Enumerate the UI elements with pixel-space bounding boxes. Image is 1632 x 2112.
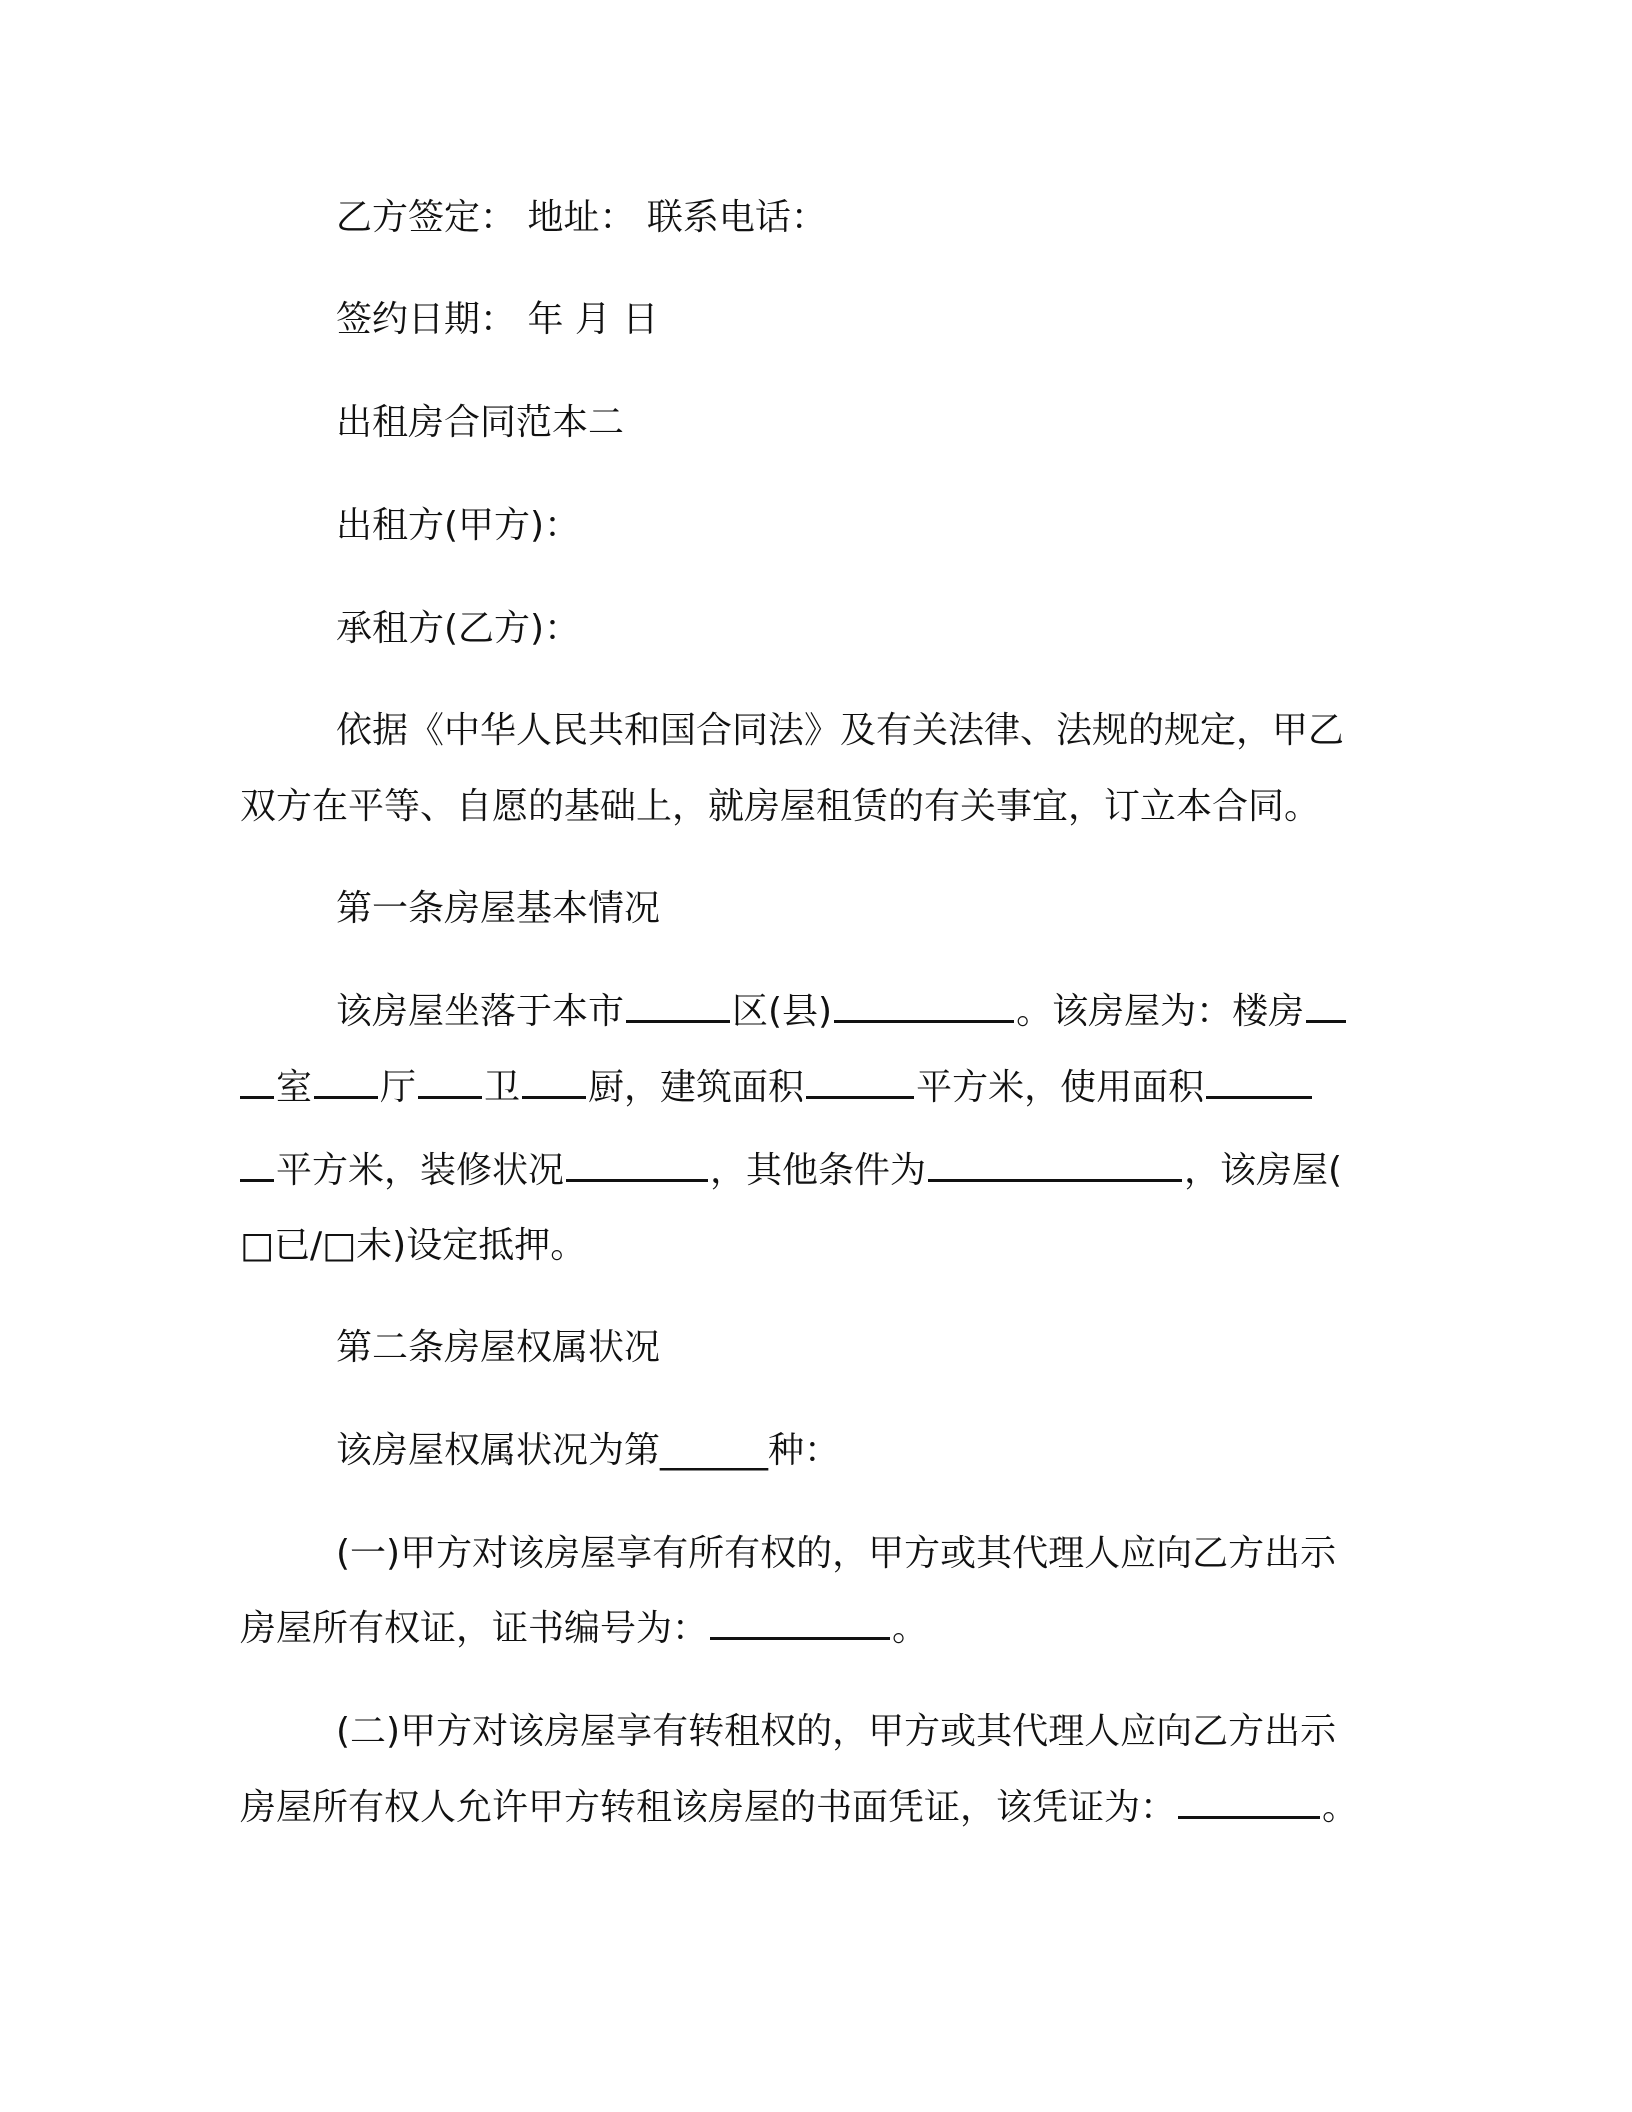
text-segment: 该房屋坐落于本市 bbox=[336, 991, 625, 1032]
article-1-line-4: □已/□未)设定抵押。 bbox=[240, 1225, 587, 1266]
text-segment: 。 bbox=[892, 1608, 929, 1649]
text-segment: ，该房屋( bbox=[1184, 1150, 1343, 1191]
article-1-line-2 bbox=[240, 1066, 1314, 1110]
fill-blank-rooms bbox=[240, 1066, 274, 1099]
text-segment: 厅 bbox=[380, 1067, 417, 1108]
text-segment: 卫 bbox=[484, 1067, 521, 1108]
text-segment: 该房屋权属状况为第 bbox=[336, 1430, 661, 1471]
text-segment: 区(县) bbox=[732, 991, 833, 1032]
fill-blank-bathrooms bbox=[418, 1066, 482, 1099]
article-1-line-1 bbox=[336, 990, 1348, 1034]
text-segment: 厨，建筑面积 bbox=[588, 1067, 805, 1108]
text-segment: 。 bbox=[1322, 1787, 1359, 1828]
text-segment: 房屋所有权证，证书编号为： bbox=[240, 1608, 709, 1649]
fill-blank-halls bbox=[314, 1066, 378, 1099]
fill-blank-building bbox=[1306, 990, 1346, 1023]
fill-blank-address bbox=[834, 990, 1014, 1023]
clause-2-line-2 bbox=[240, 1786, 1358, 1830]
text-segment: 种： bbox=[768, 1430, 841, 1471]
party-b-signature-line: 乙方签定： 地址： 联系电话： bbox=[336, 197, 827, 238]
text-segment: 平方米，装修状况 bbox=[276, 1150, 565, 1191]
clause-2-line-1: (二)甲方对该房屋享有转租权的，甲方或其代理人应向乙方出示 bbox=[336, 1711, 1337, 1752]
signing-date-line: 签约日期： 年 月 日 bbox=[336, 299, 659, 340]
fill-blank-floor-area bbox=[806, 1066, 914, 1099]
article-1-heading: 第一条房屋基本情况 bbox=[336, 888, 661, 929]
article-2-heading: 第二条房屋权属状况 bbox=[336, 1327, 661, 1368]
text-segment: ，其他条件为 bbox=[710, 1150, 927, 1191]
text-segment: 房屋所有权人允许甲方转租该房屋的书面凭证，该凭证为： bbox=[240, 1787, 1177, 1828]
fill-blank-other-conditions bbox=[928, 1149, 1182, 1182]
fill-blank-kitchens bbox=[522, 1066, 586, 1099]
fill-blank-category: ______ bbox=[660, 1430, 769, 1471]
fill-blank-sublease-certificate bbox=[1178, 1786, 1320, 1819]
preamble-line-1: 依据《中华人民共和国合同法》及有关法律、法规的规定，甲乙 bbox=[336, 710, 1345, 751]
clause-1-line-2 bbox=[240, 1607, 928, 1651]
article-1-line-3 bbox=[240, 1149, 1342, 1193]
fill-blank-usable-area-cont bbox=[240, 1149, 274, 1182]
text-segment: 平方米，使用面积 bbox=[916, 1067, 1205, 1108]
fill-blank-certificate-number bbox=[710, 1607, 890, 1640]
fill-blank-decoration bbox=[566, 1149, 708, 1182]
fill-blank-district bbox=[626, 990, 730, 1023]
lessee-line: 承租方(乙方)： bbox=[336, 608, 581, 649]
text-segment: 室 bbox=[276, 1067, 313, 1108]
lessor-line: 出租方(甲方)： bbox=[336, 505, 581, 546]
contract-subtitle: 出租房合同范本二 bbox=[336, 402, 625, 443]
clause-1-line-1: (一)甲方对该房屋享有所有权的，甲方或其代理人应向乙方出示 bbox=[336, 1533, 1337, 1574]
fill-blank-usable-area bbox=[1206, 1066, 1312, 1099]
text-segment: 。该房屋为：楼房 bbox=[1016, 991, 1305, 1032]
preamble-line-2: 双方在平等、自愿的基础上，就房屋租赁的有关事宜，订立本合同。 bbox=[240, 786, 1321, 827]
article-2-line-1 bbox=[336, 1429, 840, 1473]
